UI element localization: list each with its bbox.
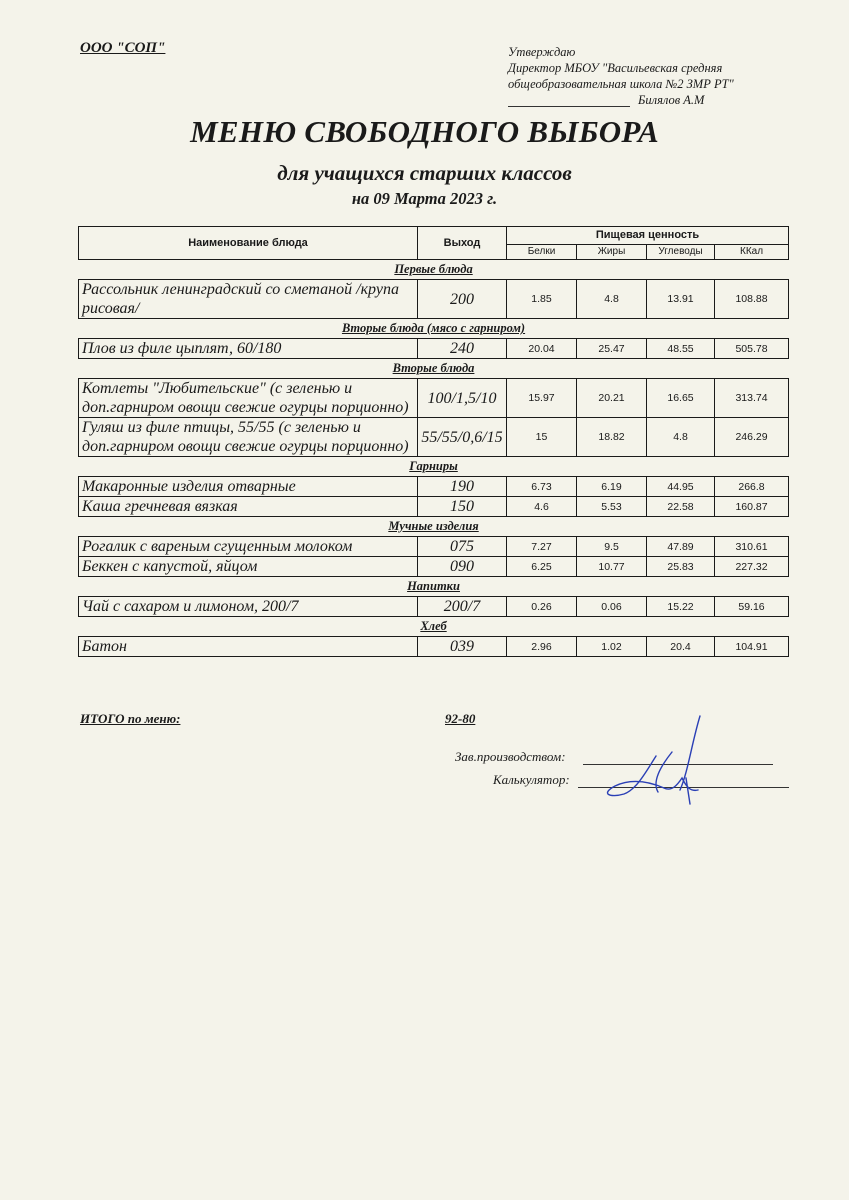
dish-carbs: 20.4 bbox=[647, 637, 715, 657]
dish-kcal: 160.87 bbox=[715, 497, 789, 517]
dish-yield: 55/55/0,6/15 bbox=[418, 418, 507, 457]
dish-yield: 190 bbox=[418, 477, 507, 497]
dish-name: Гуляш из филе птицы, 55/55 (с зеленью и доп.гарниром овощи свежие огурцы порционно) bbox=[79, 418, 418, 457]
dish-yield: 039 bbox=[418, 637, 507, 657]
dish-carbs: 47.89 bbox=[647, 537, 715, 557]
category-row bbox=[79, 319, 789, 339]
column-header-carbs: Углеводы bbox=[647, 244, 715, 259]
dish-carbs: 48.55 bbox=[647, 339, 715, 359]
category-title: Хлеб bbox=[420, 619, 447, 633]
dish-carbs: 25.83 bbox=[647, 557, 715, 577]
dish-carbs: 13.91 bbox=[647, 280, 715, 319]
category-title: Гарниры bbox=[409, 459, 458, 473]
dish-name: Макаронные изделия отварные bbox=[79, 477, 418, 497]
dish-kcal: 505.78 bbox=[715, 339, 789, 359]
dish-yield: 090 bbox=[418, 557, 507, 577]
menu-date: на 09 Марта 2023 г. bbox=[351, 189, 498, 208]
dish-yield: 150 bbox=[418, 497, 507, 517]
calculator-label: Калькулятор: bbox=[493, 772, 570, 787]
dish-kcal: 313.74 bbox=[715, 379, 789, 418]
dish-yield: 200/7 bbox=[418, 597, 507, 617]
dish-carbs: 4.8 bbox=[647, 418, 715, 457]
dish-carbs: 44.95 bbox=[647, 477, 715, 497]
table-row bbox=[79, 339, 789, 359]
approval-line: общеобразовательная школа №2 ЗМР РТ" bbox=[508, 77, 734, 91]
dish-kcal: 59.16 bbox=[715, 597, 789, 617]
category-row bbox=[79, 260, 789, 280]
category-row bbox=[79, 577, 789, 597]
total-value: 92-80 bbox=[445, 711, 476, 726]
dish-name: Батон bbox=[79, 637, 418, 657]
dish-fat: 25.47 bbox=[577, 339, 647, 359]
production-head-label: Зав.производством: bbox=[455, 749, 566, 764]
dish-name: Чай с сахаром и лимоном, 200/7 bbox=[79, 597, 418, 617]
dish-yield: 100/1,5/10 bbox=[418, 379, 507, 418]
dish-protein: 4.6 bbox=[507, 497, 577, 517]
dish-protein: 6.25 bbox=[507, 557, 577, 577]
table-row bbox=[79, 280, 789, 319]
dish-fat: 18.82 bbox=[577, 418, 647, 457]
dish-name: Котлеты "Любительские" (с зеленью и доп.гарниром овощи свежие огурцы порционно) bbox=[79, 379, 418, 418]
table-row bbox=[79, 418, 789, 457]
table-row bbox=[79, 497, 789, 517]
dish-protein: 0.26 bbox=[507, 597, 577, 617]
dish-fat: 4.8 bbox=[577, 280, 647, 319]
dish-yield: 240 bbox=[418, 339, 507, 359]
dish-fat: 10.77 bbox=[577, 557, 647, 577]
category-row bbox=[79, 517, 789, 537]
dish-carbs: 15.22 bbox=[647, 597, 715, 617]
dish-protein: 6.73 bbox=[507, 477, 577, 497]
dish-protein: 1.85 bbox=[507, 280, 577, 319]
dish-yield: 200 bbox=[418, 280, 507, 319]
dish-name: Каша гречневая вязкая bbox=[79, 497, 418, 517]
organization-name: ООО "СОП" bbox=[80, 40, 166, 56]
table-row bbox=[79, 597, 789, 617]
category-title: Вторые блюда bbox=[392, 361, 475, 375]
dish-name: Плов из филе цыплят, 60/180 bbox=[79, 339, 418, 359]
table-header-row bbox=[79, 227, 789, 245]
approval-line: Утверждаю bbox=[508, 45, 576, 59]
column-header-fat: Жиры bbox=[577, 244, 647, 259]
page-subtitle: для учащихся старших классов bbox=[277, 161, 572, 185]
handwritten-signature-icon bbox=[560, 712, 720, 812]
category-row bbox=[79, 359, 789, 379]
table-row bbox=[79, 557, 789, 577]
column-header-kcal: ККал bbox=[715, 244, 789, 259]
dish-kcal: 246.29 bbox=[715, 418, 789, 457]
dish-fat: 6.19 bbox=[577, 477, 647, 497]
menu-table bbox=[78, 226, 789, 657]
total-label: ИТОГО по меню: bbox=[80, 711, 181, 726]
table-row bbox=[79, 477, 789, 497]
dish-fat: 9.5 bbox=[577, 537, 647, 557]
table-row bbox=[79, 537, 789, 557]
dish-name: Рогалик с вареным сгущенным молоком bbox=[79, 537, 418, 557]
column-header-name: Наименование блюда bbox=[79, 227, 418, 260]
table-row bbox=[79, 379, 789, 418]
dish-fat: 0.06 bbox=[577, 597, 647, 617]
dish-name: Рассольник ленинградский со сметаной /крупа рисовая/ bbox=[79, 280, 418, 319]
dish-kcal: 104.91 bbox=[715, 637, 789, 657]
dish-kcal: 310.61 bbox=[715, 537, 789, 557]
dish-carbs: 16.65 bbox=[647, 379, 715, 418]
category-row bbox=[79, 617, 789, 637]
category-title: Первые блюда bbox=[394, 262, 473, 276]
dish-yield: 075 bbox=[418, 537, 507, 557]
dish-protein: 15.97 bbox=[507, 379, 577, 418]
column-header-protein: Белки bbox=[507, 244, 577, 259]
dish-kcal: 108.88 bbox=[715, 280, 789, 319]
dish-fat: 20.21 bbox=[577, 379, 647, 418]
category-title: Вторые блюда (мясо с гарниром) bbox=[341, 321, 526, 335]
dish-name: Беккен с капустой, яйцом bbox=[79, 557, 418, 577]
category-title: Напитки bbox=[407, 579, 460, 593]
dish-protein: 2.96 bbox=[507, 637, 577, 657]
category-row bbox=[79, 457, 789, 477]
dish-kcal: 227.32 bbox=[715, 557, 789, 577]
director-name: Билялов А.М bbox=[638, 93, 705, 107]
dish-protein: 20.04 bbox=[507, 339, 577, 359]
dish-protein: 7.27 bbox=[507, 537, 577, 557]
approval-line: Директор МБОУ "Васильевская средняя bbox=[508, 61, 723, 75]
dish-carbs: 22.58 bbox=[647, 497, 715, 517]
director-signature-line bbox=[508, 106, 630, 107]
dish-kcal: 266.8 bbox=[715, 477, 789, 497]
approval-block bbox=[508, 44, 734, 92]
table-row bbox=[79, 637, 789, 657]
column-header-nutrition: Пищевая ценность bbox=[507, 227, 789, 245]
category-title: Мучные изделия bbox=[388, 519, 479, 533]
page-title: МЕНЮ СВОБОДНОГО ВЫБОРА bbox=[190, 114, 659, 149]
column-header-yield: Выход bbox=[418, 227, 507, 260]
dish-fat: 5.53 bbox=[577, 497, 647, 517]
dish-fat: 1.02 bbox=[577, 637, 647, 657]
dish-protein: 15 bbox=[507, 418, 577, 457]
